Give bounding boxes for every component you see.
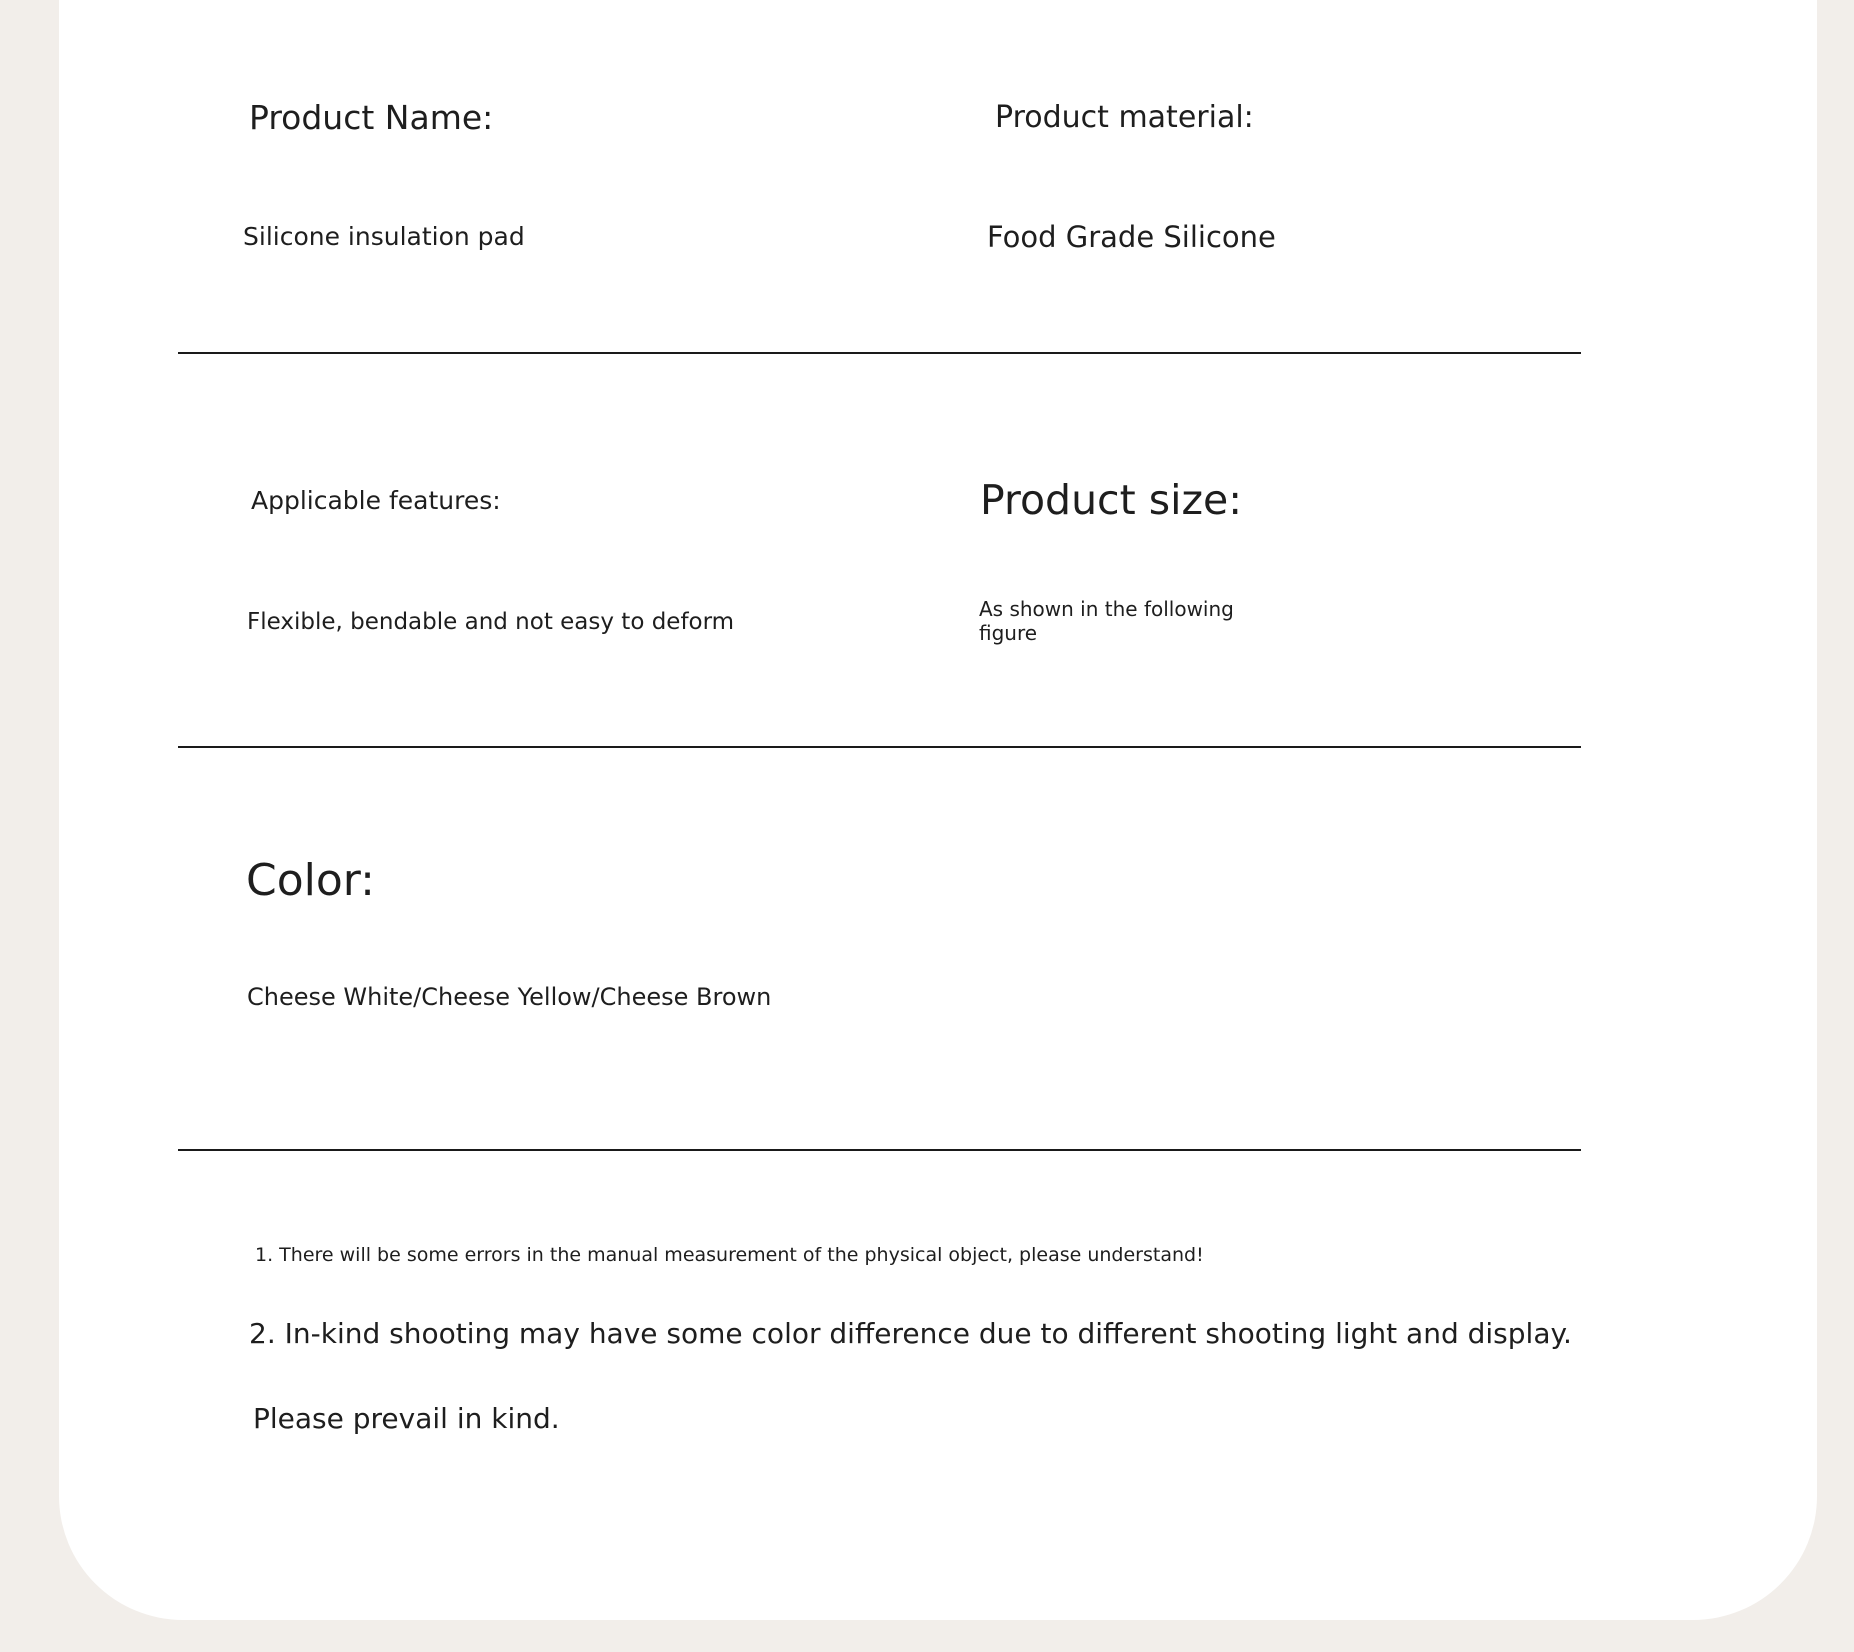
divider-2 (178, 746, 1581, 748)
product-size-value-line2: figure (979, 621, 1038, 645)
product-size-label: Product size: (980, 476, 1243, 524)
note-prevail-in-kind: Please prevail in kind. (253, 1402, 560, 1435)
divider-3 (178, 1149, 1581, 1151)
note-measurement-error: 1. There will be some errors in the manual measurement of the physical object, please understand! (255, 1244, 1204, 1266)
product-name-value: Silicone insulation pad (243, 222, 525, 251)
applicable-features-value: Flexible, bendable and not easy to deform (247, 609, 735, 635)
product-name-label: Product Name: (249, 98, 494, 137)
product-size-value-line1: As shown in the following (979, 597, 1234, 621)
color-value: Cheese White/Cheese Yellow/Cheese Brown (247, 983, 772, 1011)
product-size-value (979, 597, 1234, 645)
product-material-value: Food Grade Silicone (987, 220, 1276, 254)
divider-1 (178, 352, 1581, 354)
color-label: Color: (246, 855, 375, 906)
note-color-difference: 2. In-kind shooting may have some color difference due to different shooting light and display. (249, 1317, 1572, 1350)
applicable-features-label: Applicable features: (251, 486, 501, 515)
product-material-label: Product material: (995, 100, 1254, 135)
